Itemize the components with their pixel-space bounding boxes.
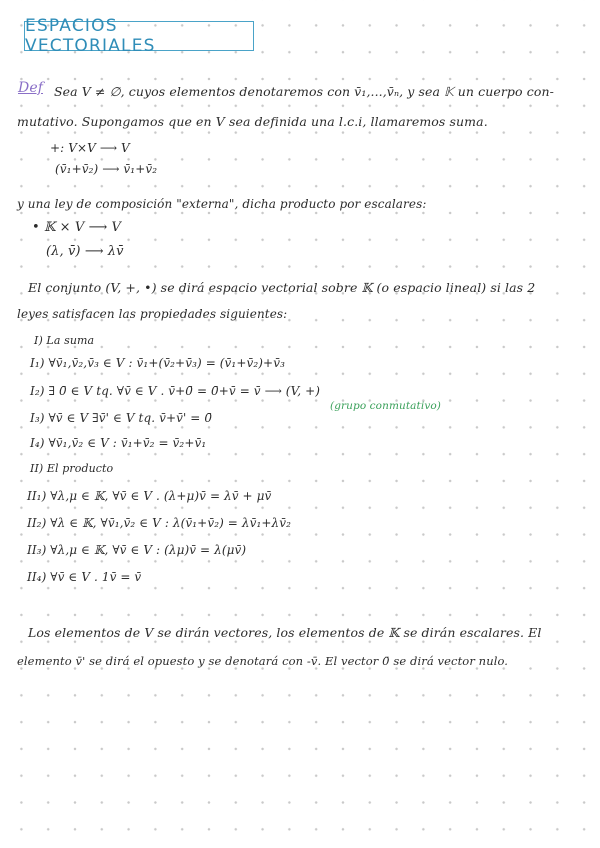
property-line: I₄) ∀v̄₁,v̄₂ ∈ V : v̄₁+v̄₂ = v̄₂+v̄₁ xyxy=(30,436,207,450)
margin-annotation: (grupo conmutativo) xyxy=(330,400,441,412)
math-line: (v̄₁+v̄₂) ⟶ v̄₁+v̄₂ xyxy=(55,162,158,176)
text-line: y una ley de composición "externa", dicha producto por escalares: xyxy=(17,197,427,211)
math-line: +: V×V ⟶ V xyxy=(50,141,130,155)
property-line: II₄) ∀v̄ ∈ V . 1v̄ = v̄ xyxy=(27,570,142,584)
text-line: elemento v̄' se dirá el opuesto y se denotará con -v̄. El vector 0̄ se dirá vector nulo. xyxy=(17,654,509,668)
text-line: Sea V ≠ ∅, cuyos elementos denotaremos con v̄₁,...,v̄ₙ, y sea 𝕂 un cuerpo con- xyxy=(54,84,554,99)
text-line: mutativo. Supongamos que en V sea definida una l.c.i, llamaremos suma. xyxy=(17,114,488,129)
section-heading: I) La suma xyxy=(34,334,95,347)
property-line: II₃) ∀λ,μ ∈ 𝕂, ∀v̄ ∈ V : (λμ)v̄ = λ(μv̄) xyxy=(27,543,247,557)
definition-label: Def xyxy=(18,80,43,96)
property-line: I₂) ∃ 0̄ ∈ V tq. ∀v̄ ∈ V . v̄+0̄ = 0̄+v̄ = v̄ ⟶ (V, +) xyxy=(30,384,321,398)
text-line: El conjunto (V, +, •) se dirá espacio vectorial sobre 𝕂 (o espacio lineal) si las 2 xyxy=(28,280,536,295)
text-line: Los elementos de V se dirán vectores, los elementos de 𝕂 se dirán escalares. El xyxy=(28,625,542,640)
section-heading: II) El producto xyxy=(30,462,114,475)
property-line: II₂) ∀λ ∈ 𝕂, ∀v̄₁,v̄₂ ∈ V : λ(v̄₁+v̄₂) = λv̄₁+λv̄₂ xyxy=(27,516,292,530)
property-line: I₃) ∀v̄ ∈ V ∃v̄' ∈ V tq. v̄+v̄' = 0̄ xyxy=(30,411,213,425)
property-line: II₁) ∀λ,μ ∈ 𝕂, ∀v̄ ∈ V . (λ+μ)v̄ = λv̄ + μv̄ xyxy=(27,489,272,503)
text-line: leyes satisfacen las propiedades siguientes: xyxy=(17,307,288,321)
math-line: • 𝕂 × V ⟶ V xyxy=(32,220,122,235)
property-line: I₁) ∀v̄₁,v̄₂,v̄₃ ∈ V : v̄₁+(v̄₂+v̄₃) = (v̄₁+v̄₂)+v̄₃ xyxy=(30,356,286,370)
math-line: (λ, v̄) ⟶ λv̄ xyxy=(46,244,124,259)
page-title: ESPACIOS VECTORIALES xyxy=(24,21,254,51)
